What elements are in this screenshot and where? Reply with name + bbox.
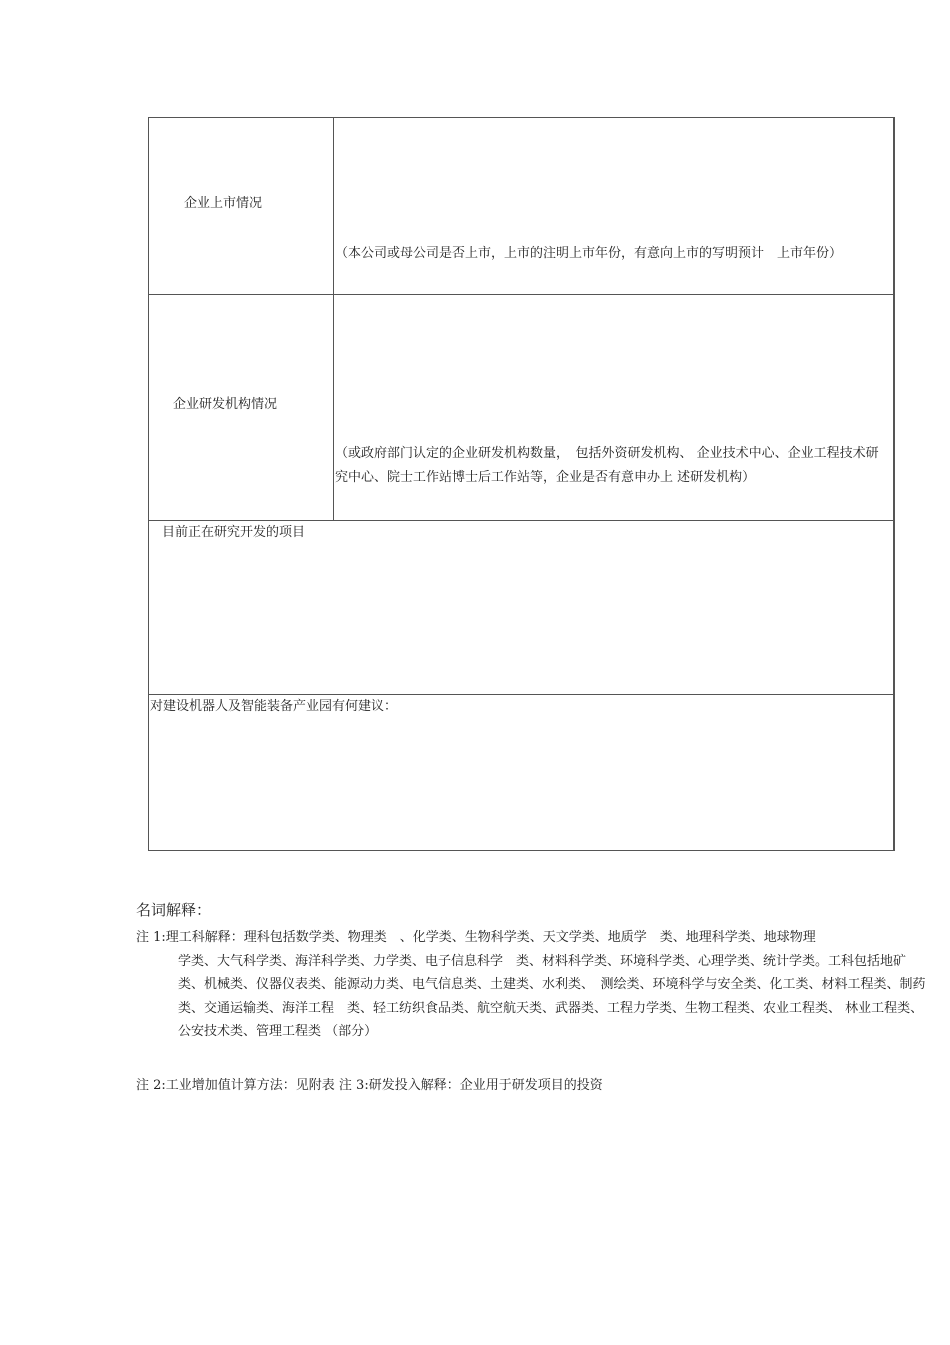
note-1-first-line: 注 1:理工科解释：理科包括数学类、物理类 、化学类、生物科学类、天文学类、地质学 类、地理科学类、地球物理 [136, 930, 816, 945]
glossary-title: 名词解释： [136, 901, 212, 919]
note-1-continuation: 学类、大气科学类、海洋科学类、力学类、电子信息科学 类、材料科学类、环境科学类、心理学类、统计学类。工科包括地矿类、机械类、仪器仪表类、能源动力类、电气信息类、土建类、水利类、 测绘类、环境科学与安全类、化工类、材料工程类、制药类、交通运输类、海洋工程 类、轻工纺织食品类、航空航天类、武器类、工程力学类、生物工程类、农业工程类、 林业工程类、公安技术类、管理工程类 （部分） [178, 953, 926, 1039]
rd-institution-label: 企业研发机构情况 [173, 397, 278, 412]
glossary-note-1 [136, 926, 926, 1044]
listing-hint: （本公司或母公司是否上市，上市的注明上市年份，有意向上市的写明预计 上市年份） [335, 246, 843, 261]
current-projects-row [149, 521, 893, 695]
rd-institution-label-cell [149, 295, 334, 520]
suggestions-row [149, 695, 893, 850]
listing-label: 企业上市情况 [184, 196, 263, 211]
rd-institution-row [149, 295, 893, 521]
glossary-note-2: 注 2:工业增加值计算方法：见附表 注 3:研发投入解释：企业用于研发项目的投资 [136, 1078, 603, 1093]
suggestions-label: 对建设机器人及智能装备产业园有何建议： [150, 699, 398, 714]
company-info-form-table [148, 117, 895, 851]
listing-label-cell [149, 118, 334, 294]
current-projects-label: 目前正在研究开发的项目 [162, 525, 306, 540]
listing-row [149, 118, 893, 295]
rd-institution-hint: （或政府部门认定的企业研发机构数量， 包括外资研发机构、 企业技术中心、企业工程技术研究中心、院士工作站博士后工作站等，企业是否有意申办上 述研发机构） [335, 446, 879, 485]
